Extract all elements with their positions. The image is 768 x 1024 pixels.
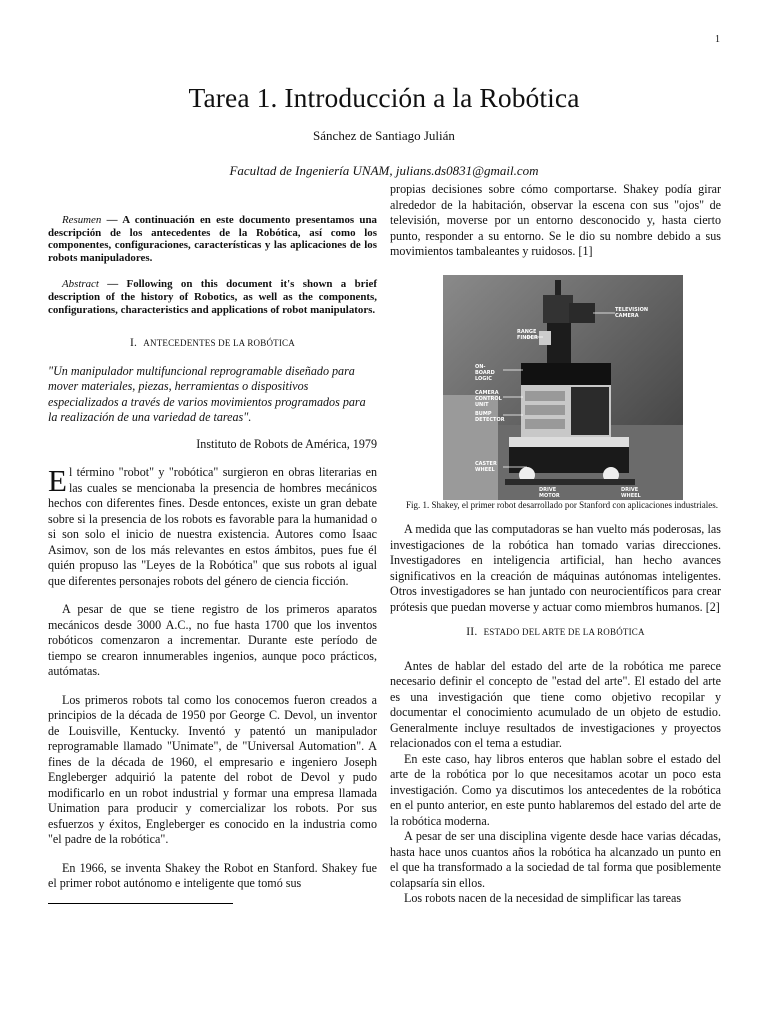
society-paragraph: A pesar de ser una disciplina vigente desde hace varias décadas, hasta hace unos cuantos años la robótica ha alcanzado un punto en el que ha transformado a la sociedad de tal forma que posiblemente colapsaría sin ellos. xyxy=(390,829,721,890)
label-drive-wheel: DRIVE WHEEL xyxy=(621,487,641,499)
research-paragraph: A medida que las computadoras se han vuelto más poderosas, las investigaciones de la robótica han tomado varias direcciones. Investigadores en inteligencia artificial, han hecho avances significativos en la creación de máquinas autónomas inteligentes. Otros investigadores se han juntado con neurocientíficos para crear prótesis que puedan moverse y actuar como miembros humanos. [2] xyxy=(390,522,721,614)
quote-attribution: Instituto de Robots de América, 1979 xyxy=(196,436,377,451)
label-bump-detector: BUMP DETECTOR xyxy=(475,411,505,423)
paper-title: Tarea 1. Introducción a la Robótica xyxy=(188,82,580,113)
intro-paragraph-text: l término "robot" y "robótica" surgieron en obras literarias en las cuales se mencionaba la presencia de hombres mecánicos hechos con diferentes fines. Desde entonces, existe un gran debate sobre si la presencia de los robots es favorable para la humanidad o si son solo el inicio de nuestra existencia. Autores como Isaac Asimov, son de los más relevantes en estos ámbitos, pues fue él quién propuso las "Leyes de la Robótica" que sus robots al igual que diferentes personajes robots del género de ciencia ficción. xyxy=(48,465,377,588)
intro-paragraph xyxy=(48,465,377,589)
label-drive-motor: DRIVE MOTOR xyxy=(539,487,560,499)
history-paragraph: A pesar de que se tiene registro de los primeros aparatos mecánicos desde 3000 A.C., no fue hasta 1700 que los inventos robóticos comenzaron a incrementar. Durante este período de tiempo se crearon innumerables ingenios, aunque poco prácticos, autómatas. xyxy=(48,602,377,679)
section-heading-1 xyxy=(48,336,377,352)
figure-caption: Fig. 1. Shakey, el primer robot desarrollado por Stanford con aplicaciones industriales. xyxy=(405,500,719,510)
footnote-rule xyxy=(48,903,233,904)
state-of-art-paragraph: Antes de hablar del estado del arte de la robótica me parece necesario definir el concepto de "estad del arte". El estado del arte es una investigación que tiene como objetivo recopilar y documentar el conocimiento acumulado de un objeto de estudio. Generalmente incluye resultados de investigaciones y proyectos relacionados con el tema a estudiar. xyxy=(390,658,721,750)
section-1-title: ANTECEDENTES DE LA ROBÓTICA xyxy=(143,338,295,349)
shakey-continued-paragraph: propias decisiones sobre cómo comportarse. Shakey podía girar alrededor de la habitación, observar la escena con sus "ojos" de televisión, moverse por un entorno desconocido y, hasta cierto punto, responder a su entorno. Se le dio su nombre debido a sus movimientos tambaleantes y ruidosos. [1] xyxy=(390,182,721,258)
section-heading-2 xyxy=(390,625,721,641)
resumen-label: Resumen xyxy=(62,214,102,226)
shakey-robot-photo xyxy=(443,275,683,500)
resumen-block xyxy=(48,214,377,264)
definition-quote: "Un manipulador multifuncional reprogramable diseñado para mover materiales, piezas, herramientas o dispositivos especializados a través de varios movimientos programados para la realización de una variedad de tareas". xyxy=(48,363,366,425)
label-camera-control: CAMERA CONTROL UNIT xyxy=(475,390,502,408)
abstract-text: — Following on this document it's shown a brief description of the history of Robotics, as well as the components, configurations, characteristics and applications of robot manipulators. xyxy=(48,278,377,316)
resumen-text: — A continuación en este documento presentamos una descripción de los antecedentes de la Robótica, así como los componentes, configuraciones, características y las aplicaciones de los robots manipuladores. xyxy=(48,214,377,264)
label-onboard-logic: ON-BOARD LOGIC xyxy=(475,364,495,382)
label-range-finder: RANGE FINDER xyxy=(517,329,538,341)
abstract-block xyxy=(48,278,377,316)
scope-paragraph: En este caso, hay libros enteros que hablan sobre el estado del arte de la robótica por lo que necesitamos acotar un poco esta investigación. Como ya discutimos los antecedentes de la robótica en el punto anterior, en este punto hablaremos del estado del arte de la robótica moderna. xyxy=(390,751,721,828)
author-name: Sánchez de Santiago Julián xyxy=(313,128,455,143)
author-affiliation: Facultad de Ingeniería UNAM, julians.ds0831@gmail.com xyxy=(229,163,539,178)
left-column xyxy=(48,214,377,892)
right-column-top xyxy=(390,182,721,260)
right-column-bottom xyxy=(390,522,721,907)
first-robots-paragraph: Los primeros robots tal como los conocemos fueron creados a principios de la década de 1950 por George C. Devol, un inventor de Louisville, Kentucky. Inventó y patentó un manipulador reprogramable llamado "Unimate", de "Universal Automation". A fines de la década de 1960, el empresario e ingeniero Joseph Engleberger adquirió la patente del robot de Devol y pudo modificarlo en un robot industrial y formar una empresa llamada Unimation para producir y comercializar los robots. Por sus esfuerzos y éxitos, Engleberger es conocido en la industria como "el padre de la robótica". xyxy=(48,692,377,847)
page-number: 1 xyxy=(715,34,720,45)
label-caster-wheel: CASTER WHEEL xyxy=(475,461,497,473)
section-2-number: II. xyxy=(466,626,478,638)
drop-cap: E xyxy=(48,463,67,499)
label-tv-camera: TELEVISION CAMERA xyxy=(615,307,649,319)
robots-origin-paragraph: Los robots nacen de la necesidad de simplificar las tareas xyxy=(404,891,682,905)
section-2-title: ESTADO DEL ARTE DE LA ROBÓTICA xyxy=(483,627,645,637)
abstract-label: Abstract xyxy=(62,278,99,291)
shakey-paragraph: En 1966, se inventa Shakey the Robot en Stanford. Shakey fue el primer robot autónomo e inteligente que tomó sus xyxy=(48,860,377,891)
section-1-number: I. xyxy=(130,337,138,350)
